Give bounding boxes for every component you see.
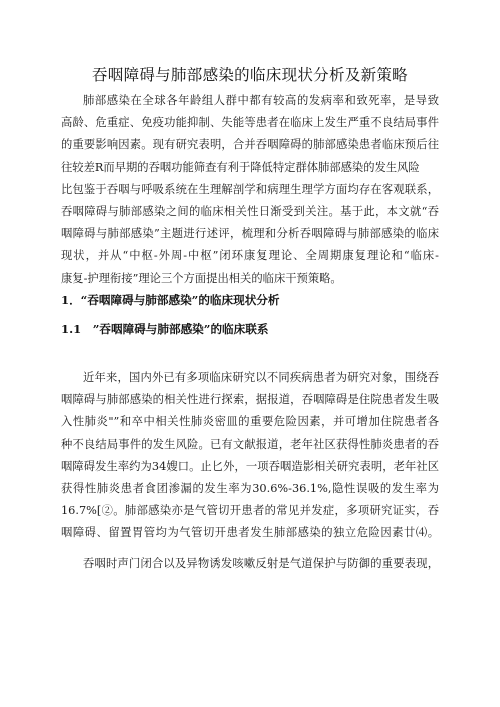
body-line: 近年来，国内外已有多项临床研究以不同疾病患者为研究对象，围绕吞 <box>83 371 439 384</box>
document-title: 吞咽障碍与肺部感染的临床现状分析及新策略 <box>91 66 408 84</box>
section-1-heading: 1．“吞咽障碍与肺部感染”的临床现状分析 <box>61 293 280 307</box>
tail-line: 吞咽时声门闭合以及异物诱发咳嗽反射是气道保护与防御的重要表现， <box>83 557 439 570</box>
body-line: 咽障碍、留置胃管均为气管切开患者发生肺部感染的独立危险因素廿⑷。 <box>61 526 439 540</box>
intro-line: 的重要影响因素。现有研究表明，合并吞咽障碍的肺部感染患者临床预后往 <box>61 138 439 152</box>
tail-paragraph <box>61 553 439 575</box>
body-line: 咽障碍发生率约为34嫂口。止匕外，一项吞咽造影相关研究表明，老年社区 <box>61 459 439 473</box>
intro-line: 咽障碍与肺部感染”主题进行述评，梳理和分析吞咽障碍与肺部感染的临床 <box>61 227 439 241</box>
body-line: 种不良结局事件的发生风险。已有文献报道，老年社区获得性肺炎患者的吞 <box>61 437 439 451</box>
intro-line: 肺部感染在全球各年龄组人群中都有较高的发病率和致死率，是导致 <box>83 94 439 107</box>
body-line: 入性肺炎"”和卒中相关性肺炎密皿的重要危险因素，并可增加住院患者各 <box>61 415 439 429</box>
intro-line: 高龄、危重症、免疫功能抑制、失能等患者在临床上发生严重不良结局事件 <box>61 116 439 130</box>
intro-paragraph <box>61 90 439 290</box>
intro-line: 现状，并从“中枢-外周-中枢”闭环康复理论、全周期康复理论和“临床- <box>61 249 439 263</box>
body-line: 16.7%[②。肺部感染亦是气管切开患者的常见并发症，多项研究证实，吞 <box>61 504 439 518</box>
intro-line: 康复-护理衔接”理论三个方面提出相关的临床干预策略。 <box>61 271 342 285</box>
intro-line: 吞咽障碍与肺部感染之间的临床相关性日渐受到关注。基于此，本文就“吞 <box>61 205 439 219</box>
body-paragraph <box>61 367 439 545</box>
intro-line: 往较差R而早期的吞咽功能筛查有利于降低特定群体肺部感染的发生风险 <box>61 160 420 174</box>
section-1-1-heading: 1.1 ”吞咽障碍与肺部感染”的临床联系 <box>61 322 269 336</box>
body-line: 咽障碍与肺部感染的相关性进行探索，据报道，吞咽障碍是住院患者发生吸 <box>61 393 439 407</box>
intro-line: 比包鉴于吞咽与呼吸系统在生理解剖学和病理生理学方面均存在客观联系， <box>61 182 439 196</box>
body-line: 获得性肺炎患者食团渗漏的发生率为30.6%-36.1%,隐性误吸的发生率为 <box>61 482 439 496</box>
